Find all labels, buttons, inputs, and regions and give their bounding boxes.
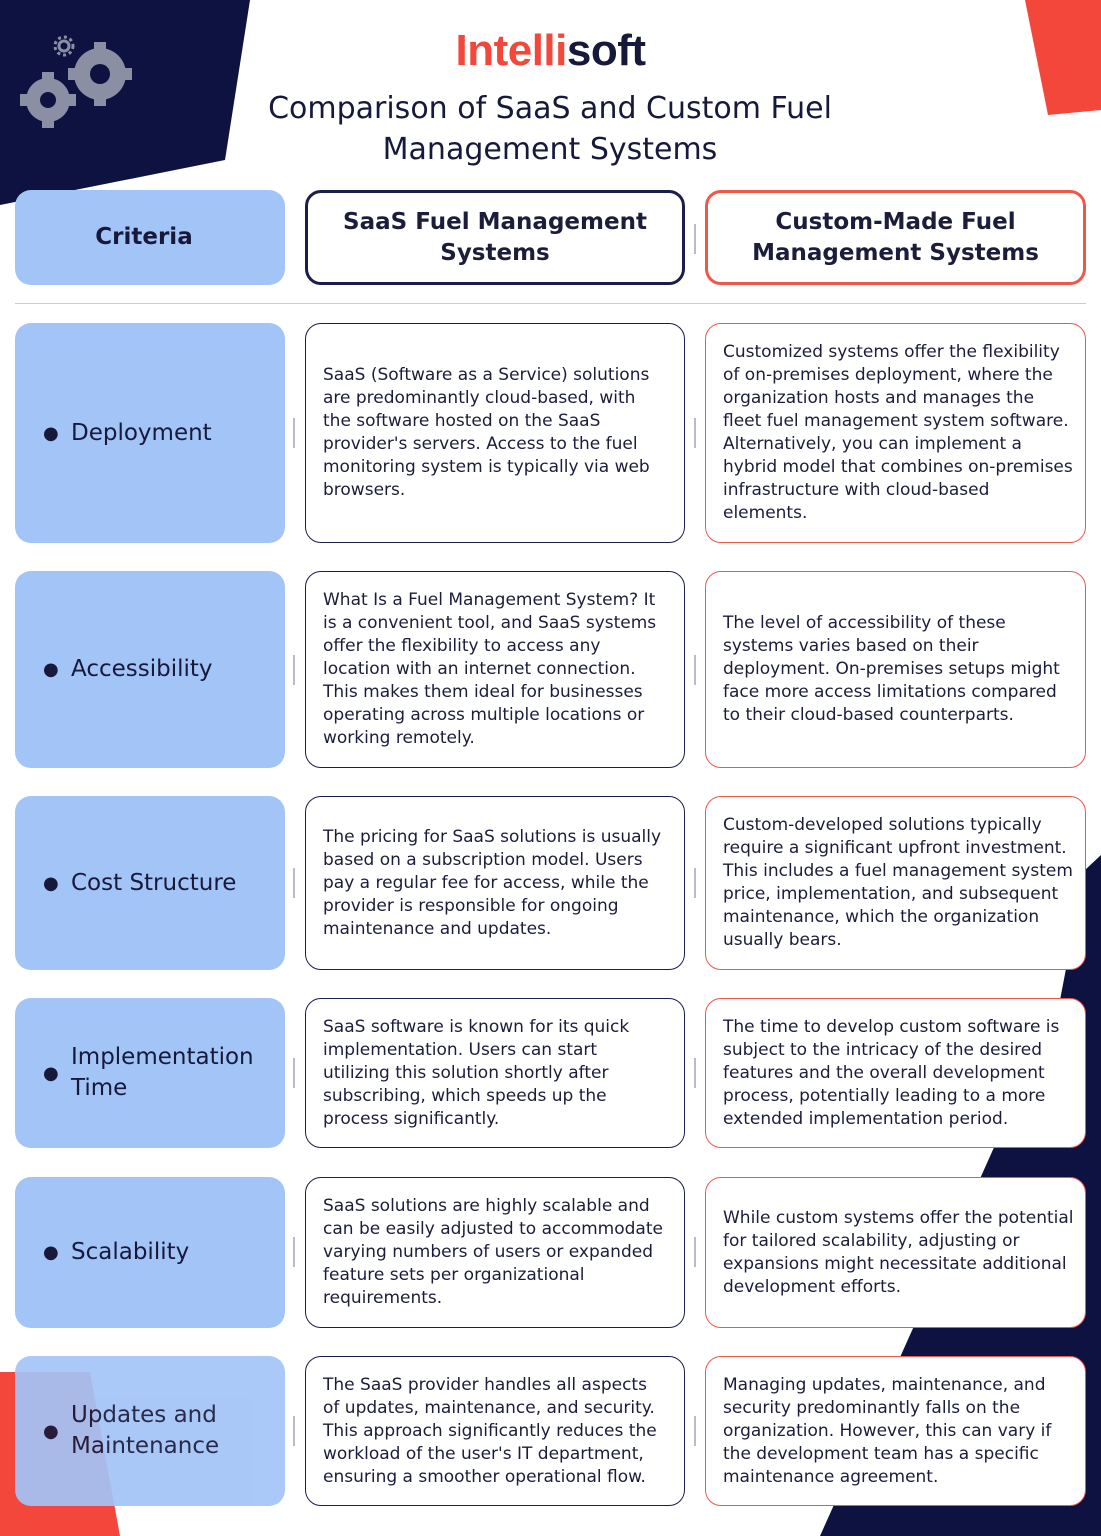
saas-cell-implementation-time	[305, 998, 685, 1148]
custom-cell-accessibility	[705, 571, 1086, 768]
column-divider	[694, 868, 696, 898]
saas-cell-cost-structure	[305, 796, 685, 970]
custom-cell-cost-structure	[705, 796, 1086, 970]
saas-text: SaaS (Software as a Service) solutions are predominantly cloud-based, with the software hosted on the SaaS provider's servers. Access to the fuel monitoring system is typically via web browsers.	[323, 365, 650, 500]
saas-cell-scalability	[305, 1177, 685, 1328]
saas-cell-updates-and-maintenance	[305, 1356, 685, 1506]
criterion-label: Updates and Maintenance	[71, 1402, 220, 1459]
column-divider	[293, 655, 295, 685]
criterion-label: Cost Structure	[71, 869, 237, 896]
header-criteria-label: Criteria	[95, 224, 193, 250]
bullet-icon: ●	[43, 659, 59, 680]
column-divider	[293, 868, 295, 898]
bullet-icon: ●	[43, 1062, 59, 1084]
criterion-scalability	[15, 1177, 285, 1328]
saas-cell-deployment	[305, 323, 685, 543]
criterion-label: Accessibility	[71, 656, 213, 682]
header-saas	[305, 190, 685, 285]
criterion-updates-and-maintenance	[15, 1356, 285, 1506]
custom-text: While custom systems offer the potential for tailored scalability, adjusting or expansions might necessitate additional development efforts.	[723, 1207, 1074, 1297]
criterion-label: Scalability	[71, 1239, 190, 1265]
custom-cell-scalability	[705, 1177, 1086, 1328]
header-criteria	[15, 190, 285, 285]
criterion-deployment	[15, 323, 285, 543]
criterion-implementation-time	[15, 998, 285, 1148]
column-divider	[694, 224, 696, 254]
column-divider	[293, 1416, 295, 1446]
criterion-label: Deployment	[71, 419, 212, 446]
column-divider	[293, 1058, 295, 1088]
column-divider	[694, 418, 696, 448]
custom-text: Custom-developed solutions typically require a significant upfront investment. This includes a fuel management system price, implementation, and subsequent maintenance, which the organization usually bears.	[723, 815, 1073, 950]
column-divider	[694, 655, 696, 685]
column-divider	[694, 1058, 696, 1088]
custom-text: Managing updates, maintenance, and security predominantly falls on the organization. However, this can vary if the development team has a specific maintenance agreement.	[723, 1374, 1052, 1487]
column-divider	[293, 1237, 295, 1267]
page-title: Comparison of SaaS and Custom Fuel Management Systems	[268, 91, 832, 167]
saas-text: The pricing for SaaS solutions is usually based on a subscription model. Users pay a regular fee for access, while the provider is responsible for ongoing maintenance and updates.	[323, 826, 662, 939]
bullet-icon: ●	[43, 1242, 59, 1263]
saas-text: The SaaS provider handles all aspects of updates, maintenance, and security. This approach significantly reduces the workload of the user's IT department, ensuring a smoother operational flow.	[323, 1374, 657, 1487]
custom-cell-updates-and-maintenance	[705, 1356, 1086, 1506]
custom-text: The level of accessibility of these systems varies based on their deployment. On-premises setups might face more access limitations compared to their cloud-based counterparts.	[723, 613, 1060, 725]
saas-text: SaaS solutions are highly scalable and can be easily adjusted to accommodate varying numbers of users or expanded feature sets per organizational requirements.	[323, 1196, 663, 1308]
bullet-icon: ●	[43, 422, 59, 444]
saas-cell-accessibility	[305, 571, 685, 768]
custom-cell-deployment	[705, 323, 1086, 543]
column-divider	[694, 1237, 696, 1267]
custom-text: The time to develop custom software is subject to the intricacy of the desired features and the overall development process, potentially leading to a more extended implementation period.	[723, 1016, 1060, 1129]
bullet-icon: ●	[43, 1420, 59, 1442]
criterion-accessibility	[15, 571, 285, 768]
brand-logo: Intellisoft	[455, 26, 646, 75]
custom-text: Customized systems offer the flexibility of on-premises deployment, where the organization hosts and manages the fleet fuel management system software. Alternatively, you can implement a hybrid model that combines on-premises infrastructure with cloud-based elements.	[723, 342, 1073, 523]
criterion-cost-structure	[15, 796, 285, 970]
custom-cell-implementation-time	[705, 998, 1086, 1148]
bullet-icon: ●	[43, 872, 59, 894]
criterion-label: Implementation Time	[71, 1044, 254, 1101]
header-divider	[15, 303, 1086, 304]
column-divider	[293, 418, 295, 448]
saas-text: What Is a Fuel Management System? It is a convenient tool, and SaaS systems offer the flexibility to access any location with an internet connection. This makes them ideal for businesses operating across multiple locations or working remotely.	[323, 590, 657, 748]
header-custom-label: Custom-Made Fuel Management Systems	[752, 208, 1039, 266]
header-saas-label: SaaS Fuel Management Systems	[343, 208, 647, 266]
saas-text: SaaS software is known for its quick implementation. Users can start utilizing this solution shortly after subscribing, which speeds up the process significantly.	[323, 1016, 630, 1129]
header-custom	[705, 190, 1086, 285]
column-divider	[694, 1416, 696, 1446]
